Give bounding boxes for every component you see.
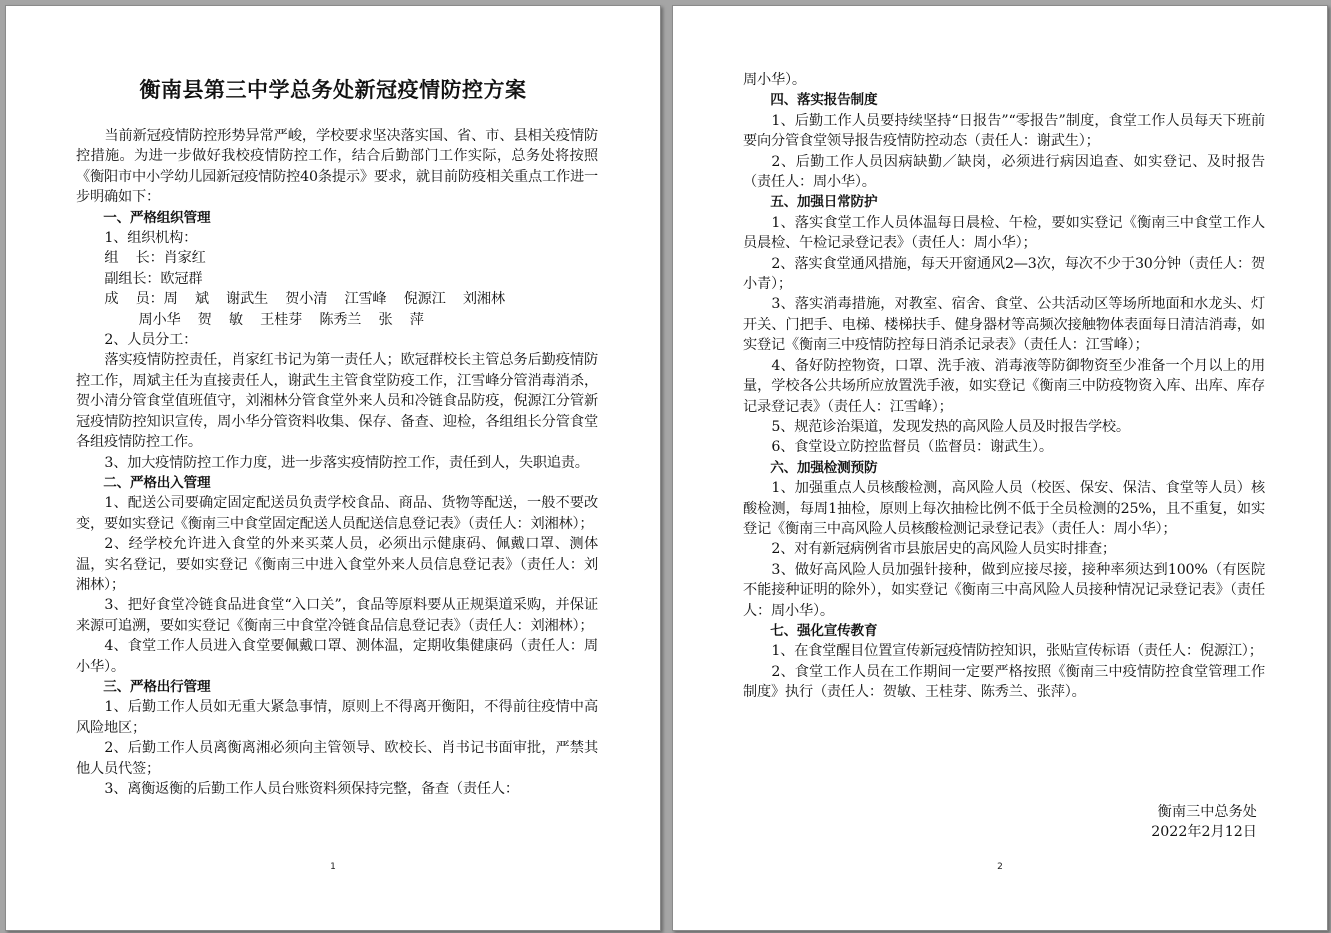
section-heading-5: 五、加强日常防护 (770, 194, 878, 211)
section-heading-3: 三、严格出行管理 (103, 678, 211, 695)
leader-line: 组 长：肖家红 (104, 250, 206, 267)
page-2-body (743, 70, 1265, 703)
page-number-2: 2 (997, 862, 1003, 872)
section-heading-1: 一、严格组织管理 (103, 209, 211, 226)
section-heading-2: 二、严格出入管理 (103, 474, 211, 491)
page-1-body (76, 126, 598, 799)
paragraph: 1、配送公司要确定固定配送员负责学校食品、商品、货物等配送，一般不要改变，要如实登记《衡南三中食堂固定配送人员配送信息登记表》（责任人：刘湘林）； (76, 495, 598, 532)
signature-date: 2022年2月12日 (1151, 824, 1257, 841)
paragraph: 3、落实消毒措施，对教室、宿舍、食堂、公共活动区等场所地面和水龙头、灯开关、门把手、电梯、楼梯扶手、健身器材等高频次接触物体表面每日清洁消毒，如实登记《衡南三中疫情防控每日消杀记录表》（责任人：江雪峰）； (743, 296, 1265, 354)
section-heading-4: 四、落实报告制度 (770, 92, 878, 109)
document-page-1 (5, 5, 661, 931)
paragraph: 4、食堂工作人员进入食堂要佩戴口罩、测体温，定期收集健康码（责任人：周小华）。 (76, 638, 598, 675)
continuation-line: 周小华）。 (743, 72, 806, 88)
paragraph: 落实疫情防控责任，肖家红书记为第一责任人；欧冠群校长主管总务后勤疫情防控工作，周斌主任为直接责任人，谢武生主管食堂防疫工作，江雪峰分管消毒消杀，贺小清分管食堂值班值守，刘湘林分管食堂外来人员和冷链食品防疫，倪源江分管新冠疫情防控知识宣传，周小华分管资料收集、保存、备查、迎检，各组组长分管食堂各组疫情防控工作。 (76, 352, 598, 451)
paragraph: 3、做好高风险人员加强针接种，做到应接尽接，接种率须达到100%（有医院不能接种证明的除外），如实登记《衡南三中高风险人员接种情况记录登记表》（责任人：周小华）。 (743, 561, 1265, 619)
signature-block (1151, 802, 1257, 843)
paragraph: 3、把好食堂冷链食品进食堂“入口关”，食品等原料要从正规渠道采购，并保证来源可追溯，要如实登记《衡南三中食堂冷链食品信息登记表》（责任人：刘湘林）； (76, 597, 598, 634)
paragraph: 1、后勤工作人员要持续坚持“日报告”“零报告”制度，食堂工作人员每天下班前要向分管食堂领导报告疫情防控动态（责任人：谢武生）； (743, 112, 1265, 150)
paragraph: 2、食堂工作人员在工作期间一定要严格按照《衡南三中疫情防控食堂管理工作制度》执行（责任人：贺敏、王桂芽、陈秀兰、张萍）。 (743, 663, 1265, 701)
intro-paragraph: 当前新冠疫情防控形势异常严峻，学校要求坚决落实国、省、市、县相关疫情防控措施。为进一步做好我校疫情防控工作，结合后勤部门工作实际，总务处将按照《衡阳市中小学幼儿园新冠疫情防控40条提示》要求，就目前防疫相关重点工作进一步明确如下： (76, 128, 598, 206)
paragraph: 6、食堂设立防控监督员（监督员：谢武生）。 (771, 439, 1053, 456)
paragraph: 1、组织机构： (104, 230, 198, 247)
paragraph: 5、规范诊治渠道，发现发热的高风险人员及时报告学校。 (771, 418, 1130, 435)
members-line-2: 周小华 贺 敏 王桂芽 陈秀兰 张 萍 (138, 311, 424, 328)
paragraph: 3、离衡返衡的后勤工作人员台账资料须保持完整，备查（责任人： (104, 781, 519, 797)
paragraph: 1、落实食堂工作人员体温每日晨检、午检，要如实登记《衡南三中食堂工作人员晨检、午检记录登记表》（责任人：周小华）； (743, 214, 1265, 252)
paragraph: 4、备好防控物资，口罩、洗手液、消毒液等防御物资至少准备一个月以上的用量，学校各公共场所应放置洗手液，如实登记《衡南三中防疫物资入库、出库、库存记录登记表》（责任人：江雪峰）； (743, 357, 1265, 415)
paragraph: 3、加大疫情防控工作力度，进一步落实疫情防控工作，责任到人，失职追责。 (104, 454, 589, 471)
paragraph: 1、后勤工作人员如无重大紧急事情，原则上不得离开衡阳，不得前往疫情中高风险地区； (76, 699, 598, 736)
signature-org: 衡南三中总务处 (1157, 804, 1257, 820)
paragraph: 1、加强重点人员核酸检测，高风险人员（校医、保安、保洁、食堂等人员）核酸检测，每周1抽检，原则上每次抽检比例不低于全员检测的25%，且不重复，如实登记《衡南三中高风险人员核酸检测记录登记表》（责任人：周小华）； (743, 480, 1265, 537)
members-line-1: 成 员：周 斌 谢武生 贺小清 江雪峰 倪源江 刘湘林 (104, 291, 505, 308)
vice-leader-line: 副组长：欧冠群 (104, 270, 203, 287)
paragraph: 2、后勤工作人员因病缺勤／缺岗，必须进行病因追查、如实登记、及时报告（责任人：周小华）。 (743, 153, 1265, 191)
paragraph: 2、经学校允许进入食堂的外来买菜人员，必须出示健康码、佩戴口罩、测体温，实名登记，要如实登记《衡南三中进入食堂外来人员信息登记表》（责任人：刘湘林）； (76, 536, 598, 593)
paragraph: 2、落实食堂通风措施，每天开窗通风2—3次，每次不少于30分钟（责任人：贺小青）； (743, 255, 1265, 293)
paragraph: 2、人员分工： (104, 332, 198, 349)
document-page-2 (672, 5, 1328, 931)
paragraph: 2、对有新冠病例省市县旅居史的高风险人员实时排查； (771, 541, 1116, 558)
paragraph: 2、后勤工作人员离衡离湘必须向主管领导、欧校长、肖书记书面审批，严禁其他人员代签； (76, 740, 598, 777)
section-heading-7: 七、强化宣传教育 (770, 622, 878, 639)
document-title: 衡南县第三中学总务处新冠疫情防控方案 (139, 78, 527, 102)
page-number-1: 1 (330, 862, 336, 872)
paragraph: 1、在食堂醒目位置宣传新冠疫情防控知识，张贴宣传标语（责任人：倪源江）； (771, 643, 1263, 660)
section-heading-6: 六、加强检测预防 (770, 459, 878, 476)
